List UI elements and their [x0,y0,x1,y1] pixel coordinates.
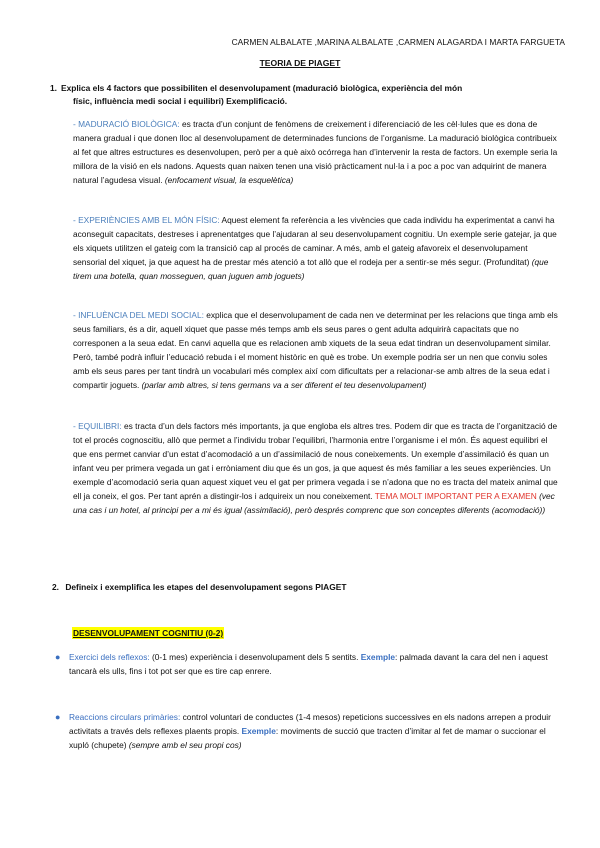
factor-influencia [73,308,563,392]
question-1-line1: Explica els 4 factors que possibiliten el desenvolupament (maduració biològica, experiència del món [61,83,463,93]
question-1 [50,82,540,108]
authors-line: CARMEN ALBALATE ,MARINA ALBALATE ,CARMEN ALAGARDA I MARTA FARGUETA [231,37,565,47]
factor-heading: - EQUILIBRI: [73,421,122,431]
example-text: : moviments de succió que tracten d’imitar al fet de mamar o succionar el xupló (chupete) [69,726,546,750]
stage-heading: DESENVOLUPAMENT COGNITIU (0-2) [73,628,224,638]
question-2 [52,581,542,594]
factor-example: (parlar amb altres, si tens germans va a ser diferent el teu desenvolupament) [139,380,427,390]
document-title: TEORIA DE PIAGET [259,58,341,68]
example-label: Exemple [360,652,396,662]
factor-heading: - EXPERIÈNCIES AMB EL MÓN FÍSIC: [73,215,220,225]
bullet-text [55,710,565,752]
bullet-marker: ● [55,652,61,662]
question-1-number: 1. [50,83,57,93]
factor-text: Aquest element fa referència a les vivències que cada individu ha experimentat a canvi ha aconseguit capacitats, destreses i aprenentatges que l’ajudaran al seu desenvolupament cognitiu. Un exemple serie gatejar, ja que els xiquets utilitzen el gateig com la transició cap al procés de caminar. A més, amb el gateig afavoreix el desenvolupament sensorial del xiquet, ja que aquest ha de prestar més atenció a tot allò que el rodeja per a sentir-se més segur. (Profunditat) [73,215,557,267]
example-text: : palmada davant la cara del nen i aquest tancarà els ulls, fins i tot pot ser que es tire cap enrere. [69,652,548,676]
bullet-marker: ● [55,712,61,722]
bullet-heading: Exercici dels reflexos: [69,652,150,662]
list-item [55,650,565,678]
question-1-line2: físic, influència medi social i equilibri) Exemplificació. [73,96,288,106]
factor-example: (que tirem una botella, quan mosseguen, quan juguen amb joguets) [73,257,549,281]
factor-example: (enfocament visual, la esquelètica) [162,175,294,185]
factor-text: es tracta d’un conjunt de fenòmens de creixement i diferenciació de les cèl·lules que es dona de manera gradual i que donen lloc al desenvolupament de determinades funcions de l’organisme. La maduració biològica contribueix al fet que altres estructures es desenvolupen, però per a què això ocórrega han d’intervenir la resta de factors. Un exemple seria la millora de la visió en els nadons. Aquests quan naixen tenen una visió pràcticament nul·la i a poc a poc van adquirint de manera natural l’agudesa visual. [73,119,558,185]
bullet-body: (0-1 mes) experiència i desenvolupament dels 5 sentits. [149,652,361,662]
bullet-text [55,650,565,678]
factor-example: (vec una cas i un hotel, al principi per a mi és igual (assimilació), però després comprenc que son conceptes diferents (acomodació)) [73,491,555,515]
example-label: Exemple [241,726,276,736]
important-note: TEMA MOLT IMPORTANT PER A EXAMEN [374,491,537,501]
factor-experiencies [73,213,563,283]
factor-heading: - MADURACIÓ BIOLÒGICA: [73,119,180,129]
question-2-text: Defineix i exemplifica les etapes del desenvolupament segons PIAGET [65,582,347,592]
factor-text: explica que el desenvolupament de cada nen ve determinat per les relacions que tinga amb els seus familiars, és a dir, aquell xiquet que passe més temps amb els seus pares o gent adulta adquirirà capacitats que no corresponen a la seua edat. En canvi aquella que es relacionen amb xiquets de la seua edat tindran un desenvolupament similar. Però, també podrà influir l’educació rebuda i el moment històric en què es trobe. Un exemple podria ser un nen que conviu soles amb els seus pares per tant tindrà un vocabulari més complex així com dificultats per a relacionar-se amb altres de la seua edat i compartir joguets. [73,310,558,390]
list-item [55,710,565,752]
factor-text: es tracta d’un dels factors més importants, ja que engloba els altres tres. Podem dir que es tracta de l’organització de tot el procés cognoscitiu, allò que permet a l’individu trobar l’equilibri, l’harmonia entre l’organisme i el món. És aquest equilibri el que ens permet canviar d’un estat d’acomodació a un d’assimilació de nous coneixements. Un exemple d’assimilació és quan un infant veu per primera vegada un gat i erròniament diu que és un gos, ja que aquest és més familiar a les seues experiències. Un exemple d’acomodació seria quan aquest xiquet veu el gat per primera vegada i se n’adona que no es tracta del mateix animal que ell ja coneix, el gos. Per tant aprén a distingir-los i adquireix un nou coneixement. [73,421,558,501]
question-2-number: 2. [52,582,59,592]
bullet-heading: Reaccions circulars primàries: [69,712,181,722]
factor-maduracio [73,117,563,187]
factor-heading: - INFLUÈNCIA DEL MEDI SOCIAL: [73,310,204,320]
bullet-body: control voluntari de conductes (1-4 mesos) repeticions successives en els nadons arrepen a produir activitats a través dels reflexes plaents propis. [69,712,551,736]
example-italic: (sempre amb el seu propi cos) [128,740,242,750]
factor-equilibri [73,419,563,517]
